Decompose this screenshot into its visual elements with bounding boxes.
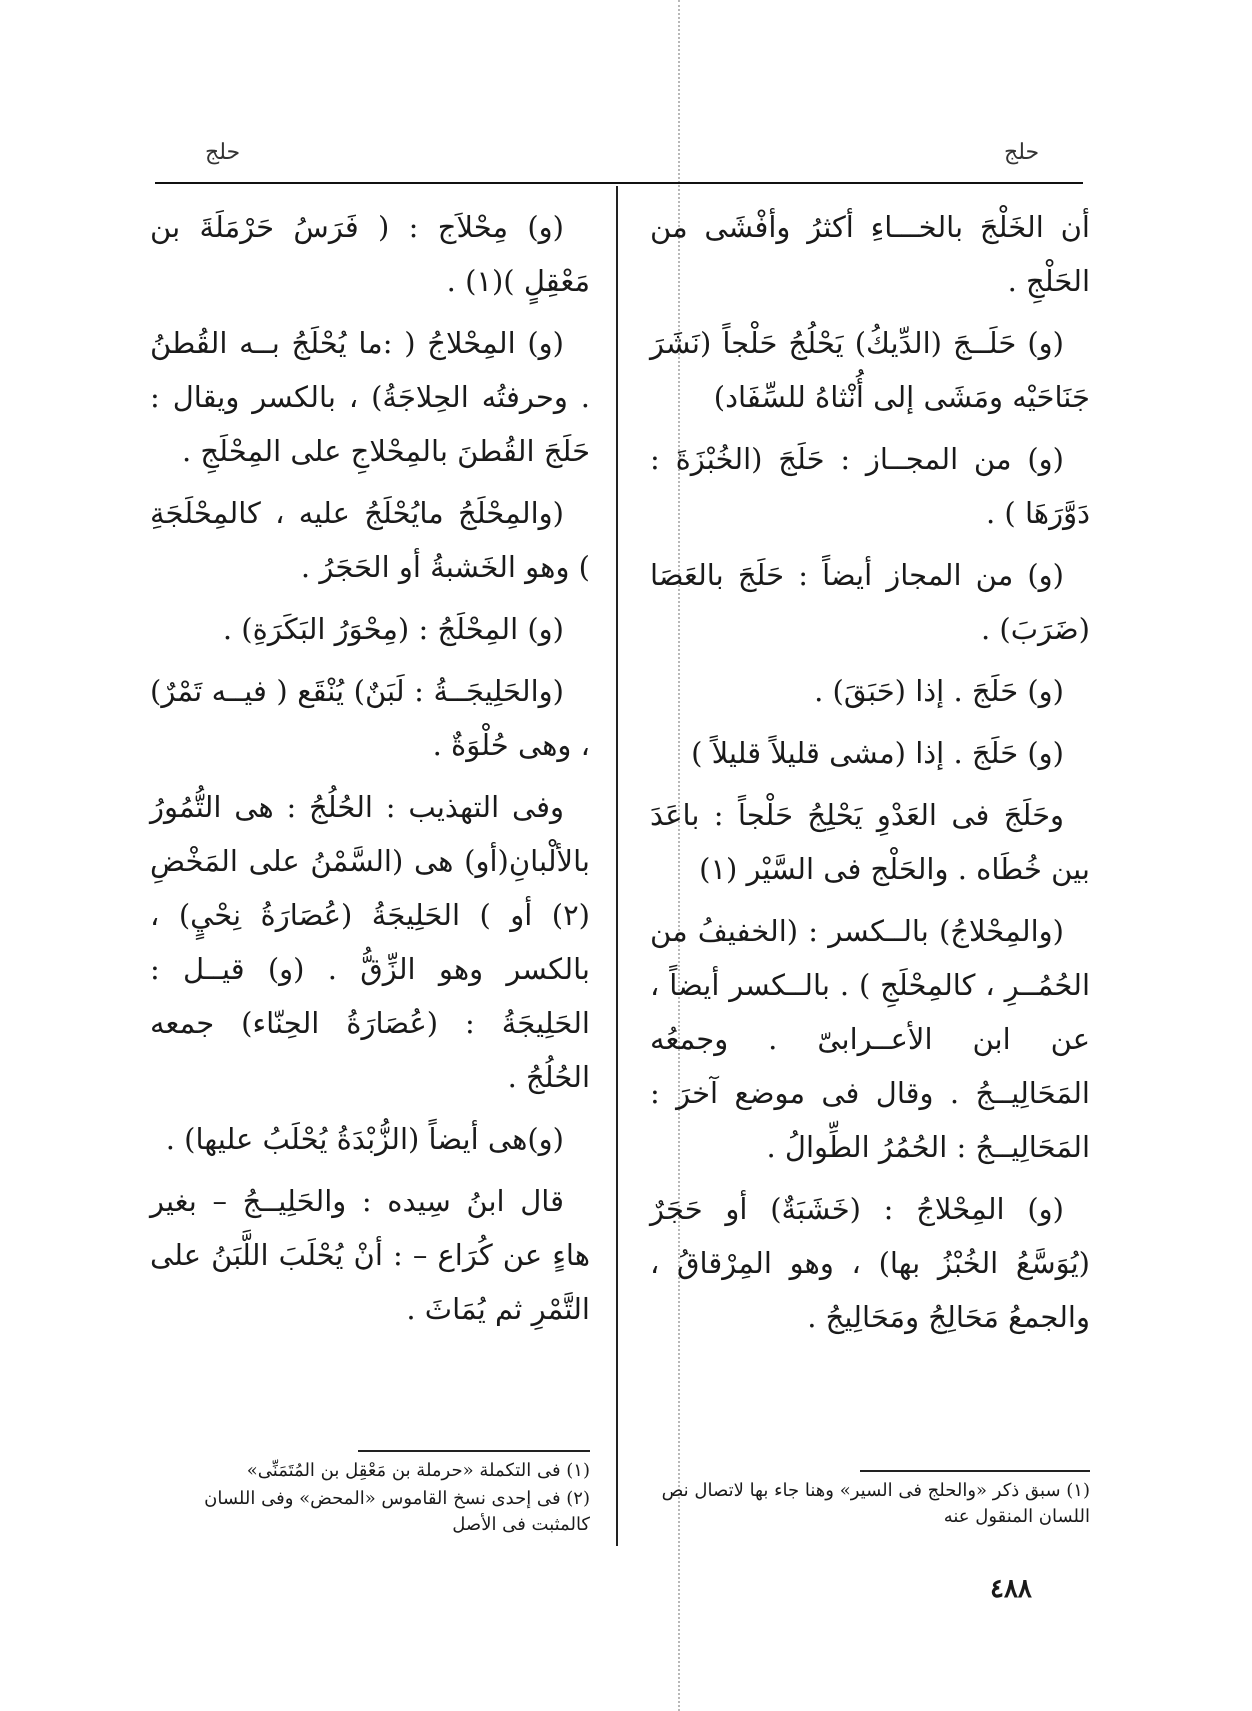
column-divider xyxy=(616,186,618,1546)
footnotes-right xyxy=(650,1478,1090,1532)
right-paragraph: (و) من المجاز أيضاً : حَلَجَ بالعَصَا (ضَرَبَ) . xyxy=(650,558,1090,646)
footnote: (١) سبق ذكر «والحلج فى السير» وهنا جاء بها لاتصال نص اللسان المنقول عنه xyxy=(661,1480,1090,1527)
left-paragraph: (و) المِحْلَجُ : (مِحْوَرُ البَكَرَةِ) . xyxy=(222,612,564,646)
left-paragraph: قال ابنُ سِيده : والحَلِيــجُ – بغير هاءٍ عن كُرَاع – : أنْ يُحْلَبَ اللَّبَنُ على التَّمْرِ ثم يُمَاثَ . xyxy=(150,1184,590,1326)
footnote-rule-right xyxy=(860,1470,1090,1472)
left-paragraph: (و) مِحْلاَج : ( فَرَسُ حَرْمَلَةَ بن مَعْقِلٍ )(١) . xyxy=(150,210,590,298)
right-paragraph: (و) حَلَــجَ (الدِّيكُ) يَحْلُجُ حَلْجاً (نَشَرَ جَنَاحَيْه ومَشَى إلى أُنْثاهُ للسِّفَاد) xyxy=(650,326,1090,414)
footnote-rule-left xyxy=(358,1450,590,1452)
left-paragraph: (و) المِحْلاجُ ( :ما يُحْلَجُ بــه القُطنُ . وحرفتُه الحِلاجَةُ) ، بالكسر ويقال : حَلَجَ القُطنَ بالمِحْلاجِ على المِحْلَجِ . xyxy=(150,326,590,468)
running-head-right: حلج xyxy=(1004,140,1040,165)
left-paragraph: (والمِحْلَجُ مايُحْلَجُ عليه ، كالمِحْلَجَةِ ) وهو الخَشبةُ أو الحَجَرُ . xyxy=(150,496,590,584)
left-paragraph: (والحَلِيجَــةُ : لَبَنٌ) يُنْقَع ( فيــه تَمْرٌ) ، وهى حُلْوَةٌ . xyxy=(150,674,590,762)
right-paragraph: وحَلَجَ فى العَدْوِ يَحْلِجُ حَلْجاً : باعَدَ بين خُطَاه . والحَلْج فى السَّيْر (١) xyxy=(650,798,1090,886)
right-paragraph: (و) حَلَجَ . إذا (حَبَقَ) . xyxy=(814,674,1064,708)
left-column xyxy=(150,200,590,1344)
footnote: (١) فى التكملة «حرملة بن مَعْقِل بن المُتَمَنِّى» xyxy=(246,1460,590,1481)
footnotes-left xyxy=(150,1458,590,1540)
right-paragraph: أن الخَلْجَ بالخـــاءِ أكثرُ وأفْشَى من الحَلْجِ . xyxy=(650,210,1090,298)
footnote: (٢) فى إحدى نسخ القاموس «المحض» وفى اللسان كالمثبت فى الأصل xyxy=(204,1488,590,1535)
left-paragraph: وفى التهذيب : الحُلُجُ : هى التُّمُورُ بالألْبانِ(أو) هى (السَّمْنُ على المَخْضِ (٢) أو ) الحَلِيجَةُ (عُصَارَةُ نِحْيٍ) ، بالكسر وهو الزِّقُّ . (و) قيــل : الحَلِيجَةُ : (عُصَارَةُ الحِنّاء) جمعه الحُلُجُ . xyxy=(150,790,590,1094)
right-paragraph: (و) المِحْلاجُ : (خَشَبَةٌ) أو حَجَرٌ (يُوَسَّعُ الخُبْزُ بها) ، وهو المِرْقاقُ ، والجمعُ مَحَالِجُ ومَحَالِيجُ . xyxy=(650,1192,1090,1334)
right-paragraph: (و) من المجــاز : حَلَجَ (الخُبْزَةَ : دَوَّرَهَا ) . xyxy=(650,442,1090,530)
left-paragraph: (و)هى أيضاً (الزُّبْدَةُ يُحْلَبُ عليها) . xyxy=(165,1122,564,1156)
page-number: ٤٨٨ xyxy=(990,1574,1032,1604)
running-head-left: حلج xyxy=(205,140,241,165)
right-paragraph: (و) حَلَجَ . إذا (مشى قليلاً قليلاً ) xyxy=(691,736,1064,770)
header-rule xyxy=(155,182,1083,184)
right-column xyxy=(650,200,1090,1352)
right-paragraph: (والمِحْلاجُ) بالــكسر : (الخفيفُ من الحُمُــرِ ، كالمِحْلَجِ ) . بالــكسر أيضاً ، عن ابن الأعــرابىّ . وجمعُه المَحَالِيــجُ . وقال فى موضع آخرَ : المَحَالِيــجُ : الحُمُرُ الطِّوالُ . xyxy=(650,914,1090,1164)
